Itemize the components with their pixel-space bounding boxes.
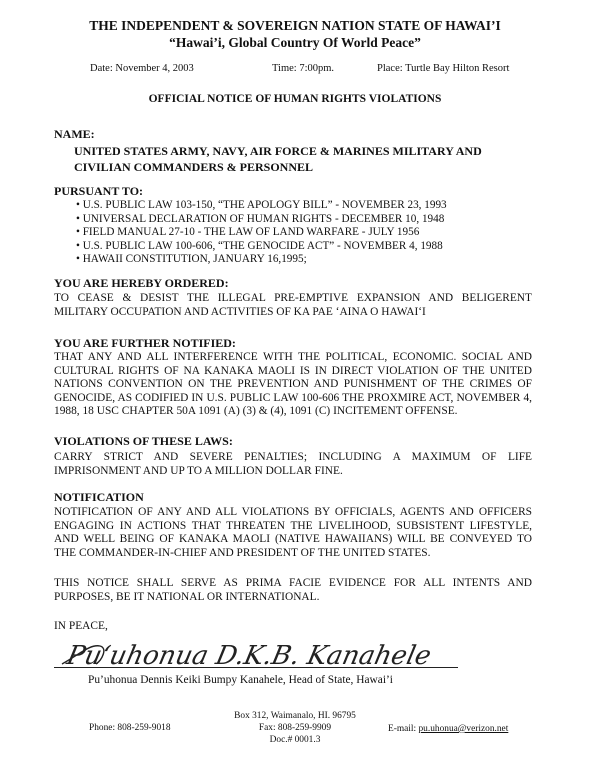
email-link[interactable]: pu.uhonua@verizon.net (418, 724, 509, 734)
ordered-heading: YOU ARE HEREBY ORDERED: (54, 276, 229, 290)
notification-heading: NOTIFICATION (54, 490, 144, 504)
list-item: • FIELD MANUAL 27-10 - THE LAW OF LAND WARFARE - JULY 1956 (76, 226, 420, 238)
pursuant-list (76, 199, 447, 267)
name-heading: NAME: (54, 127, 95, 141)
footer-email (388, 724, 508, 734)
document-subtitle: “Hawai’i, Global Country Of World Peace” (169, 35, 421, 50)
notified-text: THAT ANY AND ALL INTERFERENCE WITH THE POLITICAL, ECONOMIC. SOCIAL AND CULTURAL RIGHTS OF NA KANAKA MAOLI IS IN DIRECT VIOLATION OF THE UNITED NATIONS CONVENTION ON THE PREVENTION AND PUNISHMENT OF THE CRIMES OF GENOCIDE, AS CODIFIED IN U.S. PUBLIC LAW 100-606 THE PROXMIRE ACT, NOVEMBER 4, 1988, 18 USC CHAPTER 50A 1091 (A) (3) & (4), 1091 (C) INCITEMENT OFFENSE. (54, 351, 532, 417)
violations-heading: VIOLATIONS OF THESE LAWS: (54, 434, 233, 448)
pursuant-heading: PURSUANT TO: (54, 184, 144, 198)
footer-phone: Phone: 808-259-9018 (89, 723, 171, 733)
meeting-time: Time: 7:00pm. (272, 63, 335, 74)
violations-text: CARRY STRICT AND SEVERE PENALTIES; INCLUDING A MAXIMUM OF LIFE IMPRISONMENT AND UP TO A MILLION DOLLAR FINE. (54, 451, 532, 477)
notice-title: OFFICIAL NOTICE OF HUMAN RIGHTS VIOLATIONS (148, 93, 442, 105)
signature-image (60, 634, 460, 674)
evidence-text: THIS NOTICE SHALL SERVE AS PRIMA FACIE EVIDENCE FOR ALL INTENTS AND PURPOSES, BE IT NATIONAL OR INTERNATIONAL. (54, 577, 532, 603)
name-line-2: CIVILIAN COMMANDERS & PERSONNEL (74, 160, 314, 174)
list-item: • UNIVERSAL DECLARATION OF HUMAN RIGHTS - DECEMBER 10, 1948 (76, 212, 445, 225)
footer-address: Box 312, Waimanalo, HI. 96795 (234, 711, 356, 721)
signature-line (54, 667, 458, 668)
document-title: THE INDEPENDENT & SOVEREIGN NATION STATE OF HAWAI’I (89, 18, 501, 33)
footer-doc-number: Doc.# 0001.3 (269, 735, 321, 745)
signature-script: Pu‘uhonua D.K.B. Kanahele (64, 641, 434, 671)
notification-text: NOTIFICATION OF ANY AND ALL VIOLATIONS BY OFFICIALS, AGENTS AND OFFICERS ENGAGING IN ACTIONS THAT THREATEN THE LIVELIHOOD, SUBSISTENT LIFESTYLE, AND WELL BEING OF KANAKA MAOLI (NATIVE HAWAIIANS) WILL BE CONVEYED TO THE COMMANDER-IN-CHIEF AND PRESIDENT OF THE UNITED STATES. (54, 506, 532, 559)
ordered-text: TO CEASE & DESIST THE ILLEGAL PRE-EMPTIVE EXPANSION AND BELIGERENT MILITARY OCCUPATION AND ACTIVITIES OF KA PAE ‘AINA O HAWAI‘I (54, 292, 532, 318)
list-item: • U.S. PUBLIC LAW 103-150, “THE APOLOGY BILL” - NOVEMBER 23, 1993 (76, 199, 447, 211)
email-label: E-mail: (388, 724, 419, 734)
name-line-1: UNITED STATES ARMY, NAVY, AIR FORCE & MARINES MILITARY AND (74, 144, 482, 158)
list-item: • U.S. PUBLIC LAW 100-606, “THE GENOCIDE ACT” - NOVEMBER 4, 1988 (76, 239, 443, 252)
closing-text: IN PEACE, (54, 620, 108, 632)
list-item: • HAWAII CONSTITUTION, JANUARY 16,1995; (76, 253, 307, 265)
notified-heading: YOU ARE FURTHER NOTIFIED: (54, 336, 236, 350)
meeting-date: Date: November 4, 2003 (90, 63, 194, 74)
meeting-place: Place: Turtle Bay Hilton Resort (377, 63, 510, 74)
footer-fax: Fax: 808-259-9909 (258, 723, 332, 733)
signer-name: Pu’uhonua Dennis Keiki Bumpy Kanahele, Head of State, Hawai’i (88, 674, 393, 686)
